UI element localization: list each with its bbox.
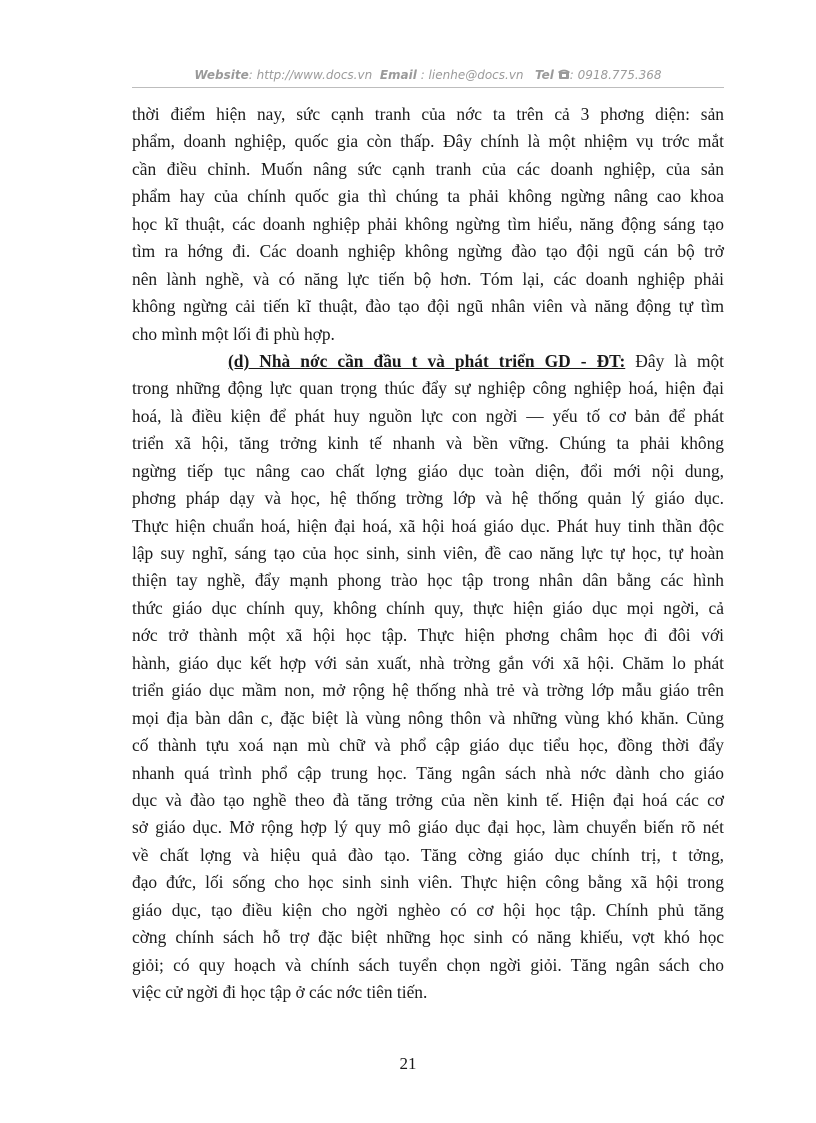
heading-continuation: Đây là một	[625, 350, 725, 371]
paragraph-2-line: trong những động lực quan trọng thúc đẩy sự nghiệp công nghiệp hoá, hiện đại	[132, 378, 724, 399]
paragraph-1-line: phẩm hay của chính quốc gia thì chúng ta phải không ngừng nâng cao khoa	[132, 186, 724, 207]
paragraph-2-line: việc cử ngời đi học tập ở các nớc tiên tiến.	[132, 982, 428, 1002]
paragraph-2-line: cờng chính sách hỗ trợ đặc biệt những học sinh có năng khiếu, vợt khó học	[132, 927, 724, 948]
paragraph-2-line: giỏi; có quy hoạch và chính sách tuyển chọn ngời giỏi. Tăng ngân sách cho	[132, 954, 724, 975]
paragraph-2-line: giáo dục, tạo điều kiện cho ngời nghèo có cơ hội học tập. Chính phủ tăng	[132, 899, 724, 920]
paragraph-2-line: về chất lợng và hiệu quả đào tạo. Tăng cờng giáo dục chính trị, t tởng,	[132, 844, 724, 865]
paragraph-2-line: hoá, là điều kiện để phát huy nguồn lực con ngời — yếu tố cơ bản để phát	[132, 405, 724, 426]
paragraph-2-line: ngừng tiếp tục nâng cao chất lợng giáo dục toàn diện, đổi mới nội dung,	[132, 460, 724, 481]
email-value[interactable]: : lienhe@docs.vn	[420, 68, 524, 82]
paragraph-1-line: nên lành nghề, và có năng lực tiến bộ hơn. Tóm lại, các doanh nghiệp phải	[132, 268, 724, 289]
header-divider	[132, 87, 724, 88]
paragraph-1-line: không ngừng cải tiến kĩ thuật, đào tạo đội ngũ nhân viên và năng động tự tìm	[132, 296, 724, 317]
paragraph-2-line: lập suy nghĩ, sáng tạo của học sinh, sinh viên, đề cao năng lực tự học, tự hoàn	[132, 543, 724, 563]
paragraph-2-line: phơng pháp dạy và học, hệ thống trờng lớp và hệ thống quản lý giáo dục.	[132, 488, 724, 509]
paragraph-2-line: dục và đào tạo nghề theo đà tăng trởng của nền kinh tế. Hiện đại hoá các cơ	[132, 789, 724, 810]
page-header	[132, 68, 724, 82]
paragraph-1	[132, 101, 724, 348]
paragraph-2	[132, 348, 724, 1007]
paragraph-2-line: Thực hiện chuẩn hoá, hiện đại hoá, xã hội hoá giáo dục. Phát huy tinh thần độc	[132, 515, 724, 536]
paragraph-2-line: nớc trở thành một xã hội học tập. Thực hiện phơng châm học đi đôi với	[132, 625, 724, 646]
paragraph-2-line: triển xã hội, tăng trởng kinh tế nhanh và bền vững. Chúng ta phải không	[132, 433, 724, 454]
paragraph-1-line: cho mình một lối đi phù hợp.	[132, 323, 335, 344]
phone-icon	[558, 68, 570, 82]
paragraph-2-first-line	[132, 348, 724, 375]
tel-label: Tel	[535, 68, 554, 82]
paragraph-2-line: mọi địa bàn dân c, đặc biệt là vùng nông thôn và những vùng khó khăn. Củng	[132, 707, 724, 728]
paragraph-2-line: nhanh quá trình phổ cập trung học. Tăng ngân sách nhà nớc dành cho giáo	[132, 762, 724, 783]
paragraph-2-line: đạo đức, lối sống cho học sinh sinh viên. Thực hiện công bằng xã hội trong	[132, 872, 724, 893]
website-label: Website	[194, 68, 249, 82]
document-body	[132, 101, 724, 1006]
website-value[interactable]: : http://www.docs.vn	[248, 68, 373, 82]
email-label: Email	[379, 68, 417, 82]
paragraph-1-line: phẩm, doanh nghiệp, quốc gia còn thấp. Đây chính là một nhiệm vụ trớc mắt	[132, 131, 724, 152]
tel-value[interactable]: : 0918.775.368	[569, 68, 662, 82]
section-heading: (d) Nhà nớc cần đầu t và phát triển GD - ĐT:	[228, 350, 626, 371]
paragraph-1-line: tìm ra hớng đi. Các doanh nghiệp không ngừng đào tạo đội ngũ cán bộ trở	[132, 241, 724, 262]
page-number: 21	[399, 1054, 417, 1073]
paragraph-2-line: cố thành tựu xoá nạn mù chữ và phổ cập giáo dục tiểu học, đồng thời đẩy	[132, 735, 724, 756]
paragraph-1-line: thời điểm hiện nay, sức cạnh tranh của nớc ta trên cả 3 phơng diện: sản	[132, 104, 724, 124]
paragraph-2-line: thiện tay nghề, đẩy mạnh phong trào học tập trong nhân dân bằng các hình	[132, 570, 724, 591]
paragraph-2-line: hành, giáo dục kết hợp với sản xuất, nhà trờng gắn với xã hội. Chăm lo phát	[132, 652, 724, 673]
paragraph-2-line: sở giáo dục. Mở rộng hợp lý quy mô giáo dục đại học, làm chuyển biến rõ nét	[132, 817, 724, 838]
paragraph-2-line: triển giáo dục mầm non, mở rộng hệ thống nhà trẻ và trờng lớp mẫu giáo trên	[132, 680, 724, 701]
paragraph-1-line: học kĩ thuật, các doanh nghiệp phải không ngừng tìm hiểu, năng động sáng tạo	[132, 213, 724, 234]
paragraph-2-line: thức giáo dục chính quy, không chính quy, thực hiện giáo dục mọi ngời, cả	[132, 597, 724, 618]
paragraph-1-line: cần điều chỉnh. Muốn nâng sức cạnh tranh của các doanh nghiệp, của sản	[132, 158, 724, 179]
